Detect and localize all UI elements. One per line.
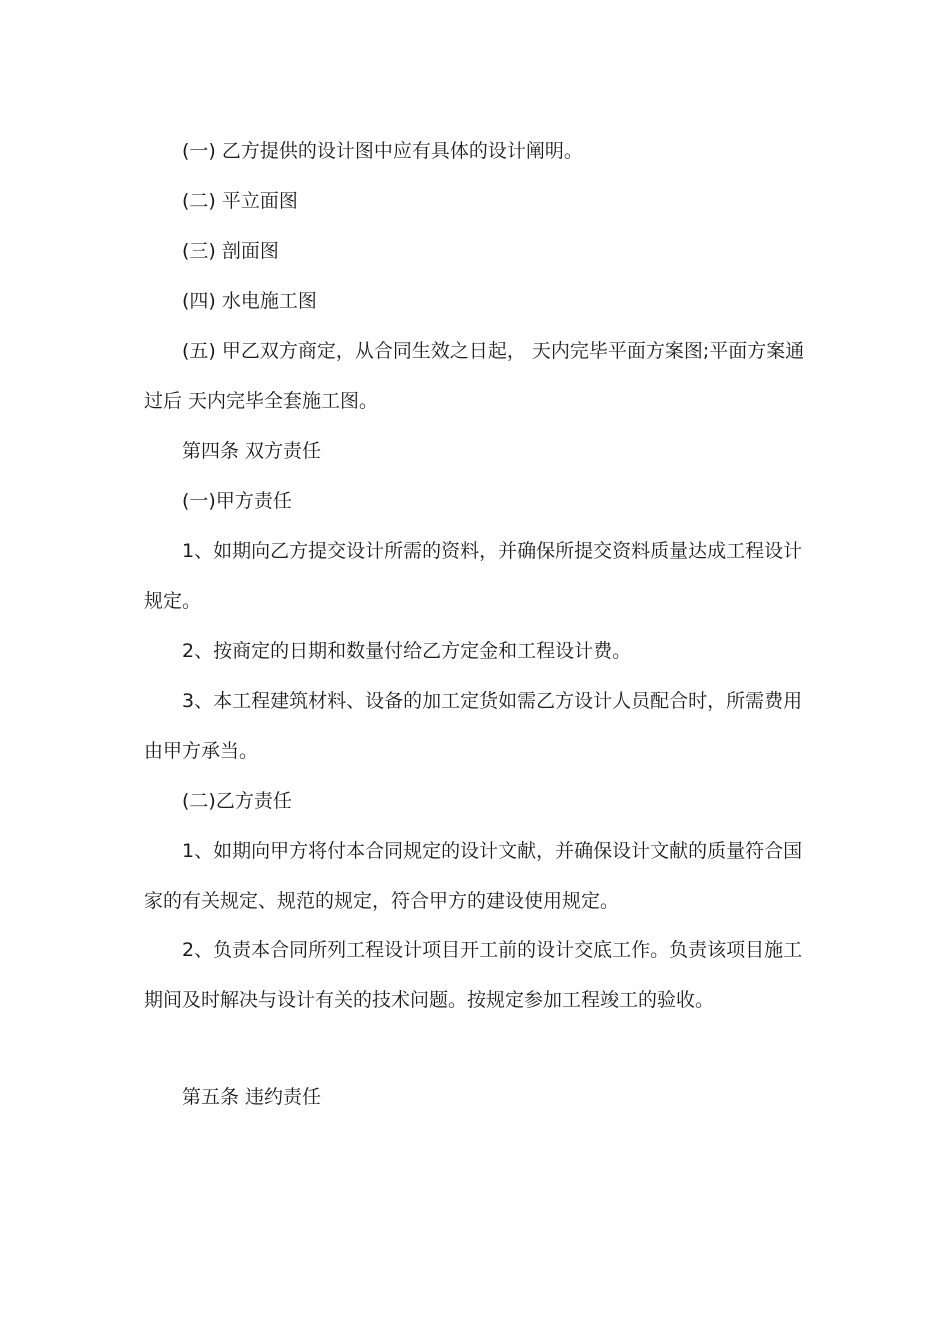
party-b-item-2-line-2: 期间及时解决与设计有关的技术问题。按规定参加工程竣工的验收。 xyxy=(144,989,715,1011)
party-b-heading: (二)乙方责任 xyxy=(182,790,292,812)
party-b-item-1-line-2: 家的有关规定、规范的规定，符合甲方的建设使用规定。 xyxy=(144,890,620,912)
clause-item-5-line-1: (五) 甲乙双方商定，从合同生效之日起， 天内完毕平面方案图;平面方案通 xyxy=(182,340,805,362)
clause-item-3: (三) 剖面图 xyxy=(182,240,279,262)
party-a-item-2: 2、按商定的日期和数量付给乙方定金和工程设计费。 xyxy=(182,640,632,662)
party-a-item-3-line-2: 由甲方承当。 xyxy=(144,740,259,762)
party-b-item-1-line-1: 1、如期向甲方将付本合同规定的设计文献，并确保设计文献的质量符合国 xyxy=(182,840,803,862)
clause-item-4: (四) 水电施工图 xyxy=(182,290,317,312)
article-5-heading: 第五条 违约责任 xyxy=(182,1086,322,1108)
clause-item-1: (一) 乙方提供的设计图中应有具体的设计阐明。 xyxy=(182,140,583,162)
party-a-item-1-line-2: 规定。 xyxy=(144,590,202,612)
party-b-item-2-line-1: 2、负责本合同所列工程设计项目开工前的设计交底工作。负责该项目施工 xyxy=(182,939,803,961)
article-4-heading: 第四条 双方责任 xyxy=(182,440,322,462)
party-a-heading: (一)甲方责任 xyxy=(182,490,292,512)
party-a-item-1-line-1: 1、如期向乙方提交设计所需的资料，并确保所提交资料质量达成工程设计 xyxy=(182,540,803,562)
party-a-item-3-line-1: 3、本工程建筑材料、设备的加工定货如需乙方设计人员配合时，所需费用 xyxy=(182,690,803,712)
clause-item-2: (二) 平立面图 xyxy=(182,190,298,212)
clause-item-5-line-2: 过后 天内完毕全套施工图。 xyxy=(144,390,379,412)
